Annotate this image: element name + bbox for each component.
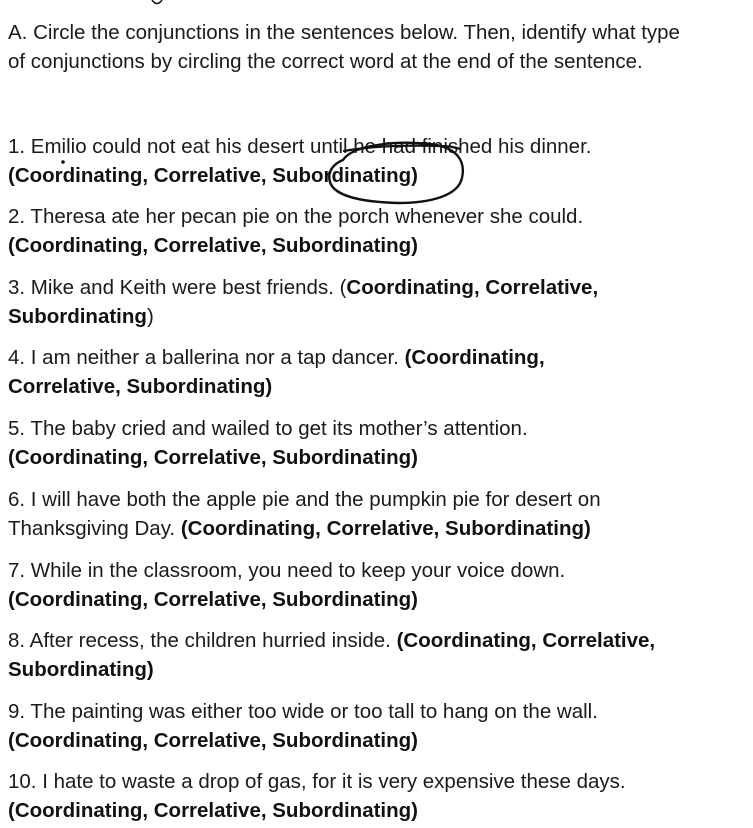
question-4-sentence: 4. I am neither a ballerina nor a tap dancer.: [8, 346, 405, 369]
question-2-choices: (Coordinating, Correlative, Subordinating): [8, 234, 418, 257]
question-8-choices-part-2: Subordinating): [8, 658, 154, 681]
question-2-sentence: 2. Theresa ate her pecan pie on the porch whenever she could.: [8, 205, 584, 228]
question-6-line-2: [8, 514, 753, 543]
question-5-sentence: 5. The baby cried and wailed to get its mother’s attention.: [8, 417, 528, 440]
question-4: [8, 343, 753, 401]
question-3-closing-paren: ): [146, 305, 154, 328]
question-1-sentence: 1. Emilio could not eat his desert until he had finished his dinner.: [8, 135, 592, 158]
question-9: [8, 697, 753, 755]
question-4-choices-part-1: (Coordinating,: [404, 346, 545, 369]
question-7: [8, 556, 753, 614]
question-7-choices: (Coordinating, Correlative, Subordinating): [8, 588, 418, 611]
question-4-choices-part-2: Correlative, Subordinating): [8, 375, 273, 398]
question-8-choices-part-1: (Coordinating, Correlative,: [396, 629, 656, 652]
question-5: [8, 414, 753, 472]
question-3-line-1: [8, 273, 753, 302]
question-10-sentence: 10. I hate to waste a drop of gas, for it is very expensive these days.: [8, 770, 626, 793]
question-1: [8, 132, 753, 190]
question-10: [8, 767, 753, 825]
question-6-sentence-line-1: 6. I will have both the apple pie and the pumpkin pie for desert on: [8, 488, 601, 511]
question-3-choices-part-1: Coordinating, Correlative,: [346, 276, 599, 299]
instructions-line-2: of conjunctions by circling the correct word at the end of the sentence.: [8, 50, 643, 73]
instructions: [8, 18, 753, 76]
question-3-choices-part-2: Subordinating: [8, 305, 147, 328]
question-1-choices: (Coordinating, Correlative, Subordinating): [8, 164, 418, 187]
question-6-sentence-line-2: Thanksgiving Day.: [8, 517, 181, 540]
question-3: [8, 273, 753, 331]
question-9-sentence: 9. The painting was either too wide or too tall to hang on the wall.: [8, 700, 598, 723]
question-9-choices: (Coordinating, Correlative, Subordinating): [8, 729, 418, 752]
question-3-line-2: [8, 302, 753, 331]
question-7-sentence: 7. While in the classroom, you need to keep your voice down.: [8, 559, 566, 582]
question-8-sentence: 8. After recess, the children hurried inside.: [8, 629, 397, 652]
question-6-choices: (Coordinating, Correlative, Subordinating): [180, 517, 591, 540]
cropped-glyph-fragment: [150, 0, 164, 6]
question-6: [8, 485, 753, 543]
question-2: [8, 202, 753, 260]
question-8-line-1: [8, 626, 753, 655]
question-5-choices: (Coordinating, Correlative, Subordinating): [8, 446, 418, 469]
instructions-line-1: A. Circle the conjunctions in the sentences below. Then, identify what type: [8, 21, 680, 44]
question-10-choices: (Coordinating, Correlative, Subordinating): [8, 799, 418, 822]
question-4-line-1: [8, 343, 753, 372]
question-8: [8, 626, 753, 684]
question-3-sentence: 3. Mike and Keith were best friends. (: [8, 276, 347, 299]
